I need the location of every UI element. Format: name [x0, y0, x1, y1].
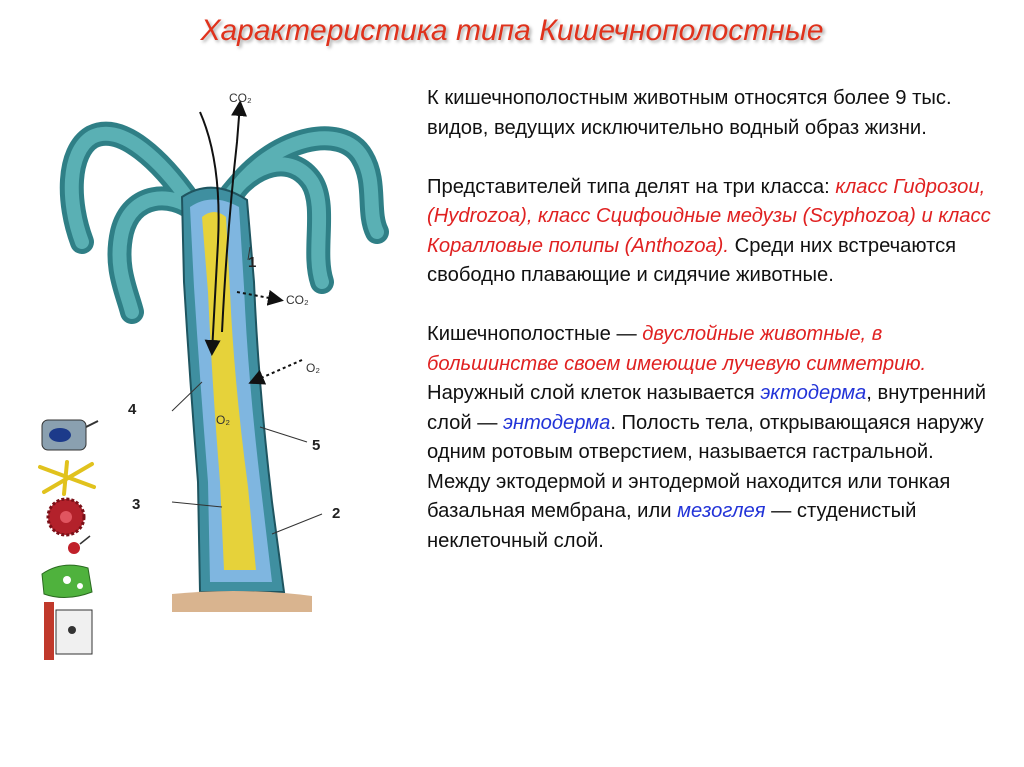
digestive-cell-icon — [42, 565, 92, 597]
sensory-cell-icon — [68, 536, 90, 554]
structure-text-1: Наружный слой клеток называется — [427, 382, 761, 404]
paragraph-structure — [427, 320, 997, 556]
structure-text-3: . Полость тела, открывающаяся наружу одним ротовым отверстием, называется гастральной. Между эктодермой и энтодермой находится или тонкая базальная мембрана, или — [427, 411, 984, 522]
o2-inner-label: O₂ — [216, 413, 230, 427]
callout-2: 2 — [332, 505, 341, 522]
paragraph-intro: К кишечнополостным животным относятся более 9 тыс. видов, ведущих исключительно водный образ жизни. — [427, 87, 952, 139]
callout-5: 5 — [312, 437, 321, 454]
structure-text-2: , внутренний слой — — [427, 382, 987, 434]
callout-1: 1 — [248, 254, 257, 271]
o2-right-label: O₂ — [306, 361, 320, 375]
classes-lead: Представителей типа делят на три класса: — [427, 175, 836, 198]
term-ectoderm: эктодерма — [760, 382, 867, 404]
co2-mid-label: CO₂ — [286, 293, 309, 307]
classes-tail: Среди них встречаются свободно плавающие и сидячие животные. — [427, 234, 957, 286]
slide-title: Характеристика типа Кишечнополостные — [200, 14, 824, 47]
co2-top-label: CO₂ — [229, 91, 252, 105]
structure-highlight: двуслойные животные, в большинстве своем имеющие лучевую симметрию. — [427, 323, 927, 375]
hydra-body — [172, 188, 312, 612]
hydra-figure — [22, 82, 414, 682]
structure-lead: Кишечнополостные — — [427, 323, 643, 345]
callout-3: 3 — [132, 496, 141, 513]
callout-4: 4 — [128, 401, 137, 418]
nerve-cell-icon — [40, 462, 94, 494]
paragraph-classes — [427, 173, 997, 291]
hydra-diagram — [22, 82, 414, 682]
cnidocyte-cell-icon — [42, 420, 98, 450]
classes-list: класс Гидрозои, (Hydrozoa), класс Сцифоидные медузы (Scyphozoa) и класс Коралловые полипы (Anthozoa). — [427, 175, 991, 257]
substrate — [172, 591, 312, 612]
structure-text-4: — студенистый неклеточный слой. — [427, 500, 917, 552]
cell-icons — [40, 420, 98, 660]
term-endoderm: энтодерма — [503, 411, 611, 434]
text-block — [427, 84, 997, 586]
epithelial-muscle-cell-icon — [44, 602, 92, 660]
term-mesoglea: мезоглея — [677, 500, 766, 522]
gland-cell-icon — [48, 499, 84, 535]
